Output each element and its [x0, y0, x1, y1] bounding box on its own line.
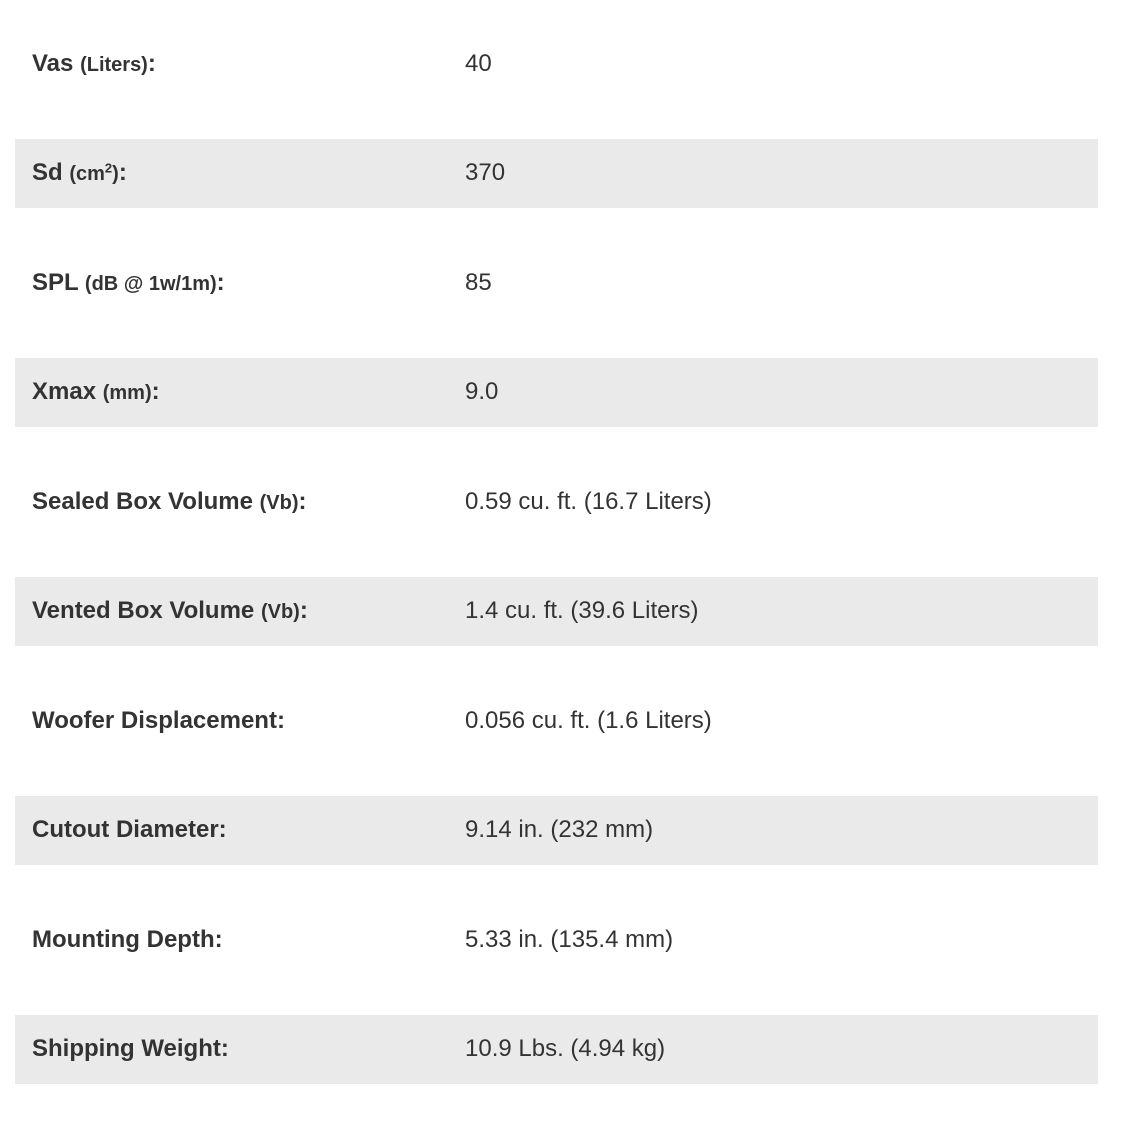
spec-row-vas [15, 29, 1098, 98]
spec-unit: (Vb) [260, 601, 300, 623]
spec-unit: $(cm^2)$ [69, 160, 119, 185]
spec-unit: (dB @ 1w/1m) [84, 272, 217, 295]
spec-row-shipping-weight [15, 1015, 1098, 1084]
spec-label: SPL (dB @ 1w/1m): [32, 268, 225, 296]
spec-label: Vas (Liters): [32, 49, 156, 77]
spec-value: 10.9 Lbs. (4.94 kg) [465, 1035, 666, 1062]
spec-unit: (Vb) [259, 491, 299, 514]
spec-row-cutout-diameter [15, 796, 1098, 865]
spec-unit: (Liters) [80, 53, 148, 76]
spec-value: 9.0 [465, 378, 499, 405]
spec-value: 85 [465, 268, 492, 296]
spec-row-sd [15, 139, 1098, 208]
spec-value: 1.4 cu. ft. (39.6 Liters) [465, 597, 699, 624]
spec-value: 370 [465, 159, 506, 186]
spec-value: 9.14 in. (232 mm) [465, 816, 654, 843]
spec-row-sealed-box-volume [15, 467, 1098, 536]
spec-row-mounting-depth [15, 905, 1098, 974]
spec-label: Woofer Displacement: [32, 706, 285, 734]
spec-label: Xmax (mm): [32, 378, 160, 405]
spec-unit: (mm) [102, 382, 152, 404]
spec-row-woofer-displacement [15, 686, 1098, 755]
spec-label: Mounting Depth: [32, 925, 223, 953]
spec-value: 0.056 cu. ft. (1.6 Liters) [465, 706, 712, 734]
spec-value: 5.33 in. (135.4 mm) [465, 925, 674, 953]
spec-row-xmax [15, 358, 1098, 427]
spec-row-vented-box-volume [15, 577, 1098, 646]
spec-label: Vented Box Volume (Vb): [32, 597, 308, 624]
spec-row-spl [15, 248, 1098, 317]
spec-table [15, 0, 1098, 1124]
spec-label: Sd $(cm^2)$: [32, 159, 127, 186]
spec-value: 0.59 cu. ft. (16.7 Liters) [465, 487, 712, 515]
spec-label: Cutout Diameter: [32, 816, 227, 843]
spec-value: 40 [465, 49, 492, 77]
spec-label: Sealed Box Volume (Vb): [32, 487, 307, 515]
spec-label: Shipping Weight: [32, 1035, 229, 1062]
